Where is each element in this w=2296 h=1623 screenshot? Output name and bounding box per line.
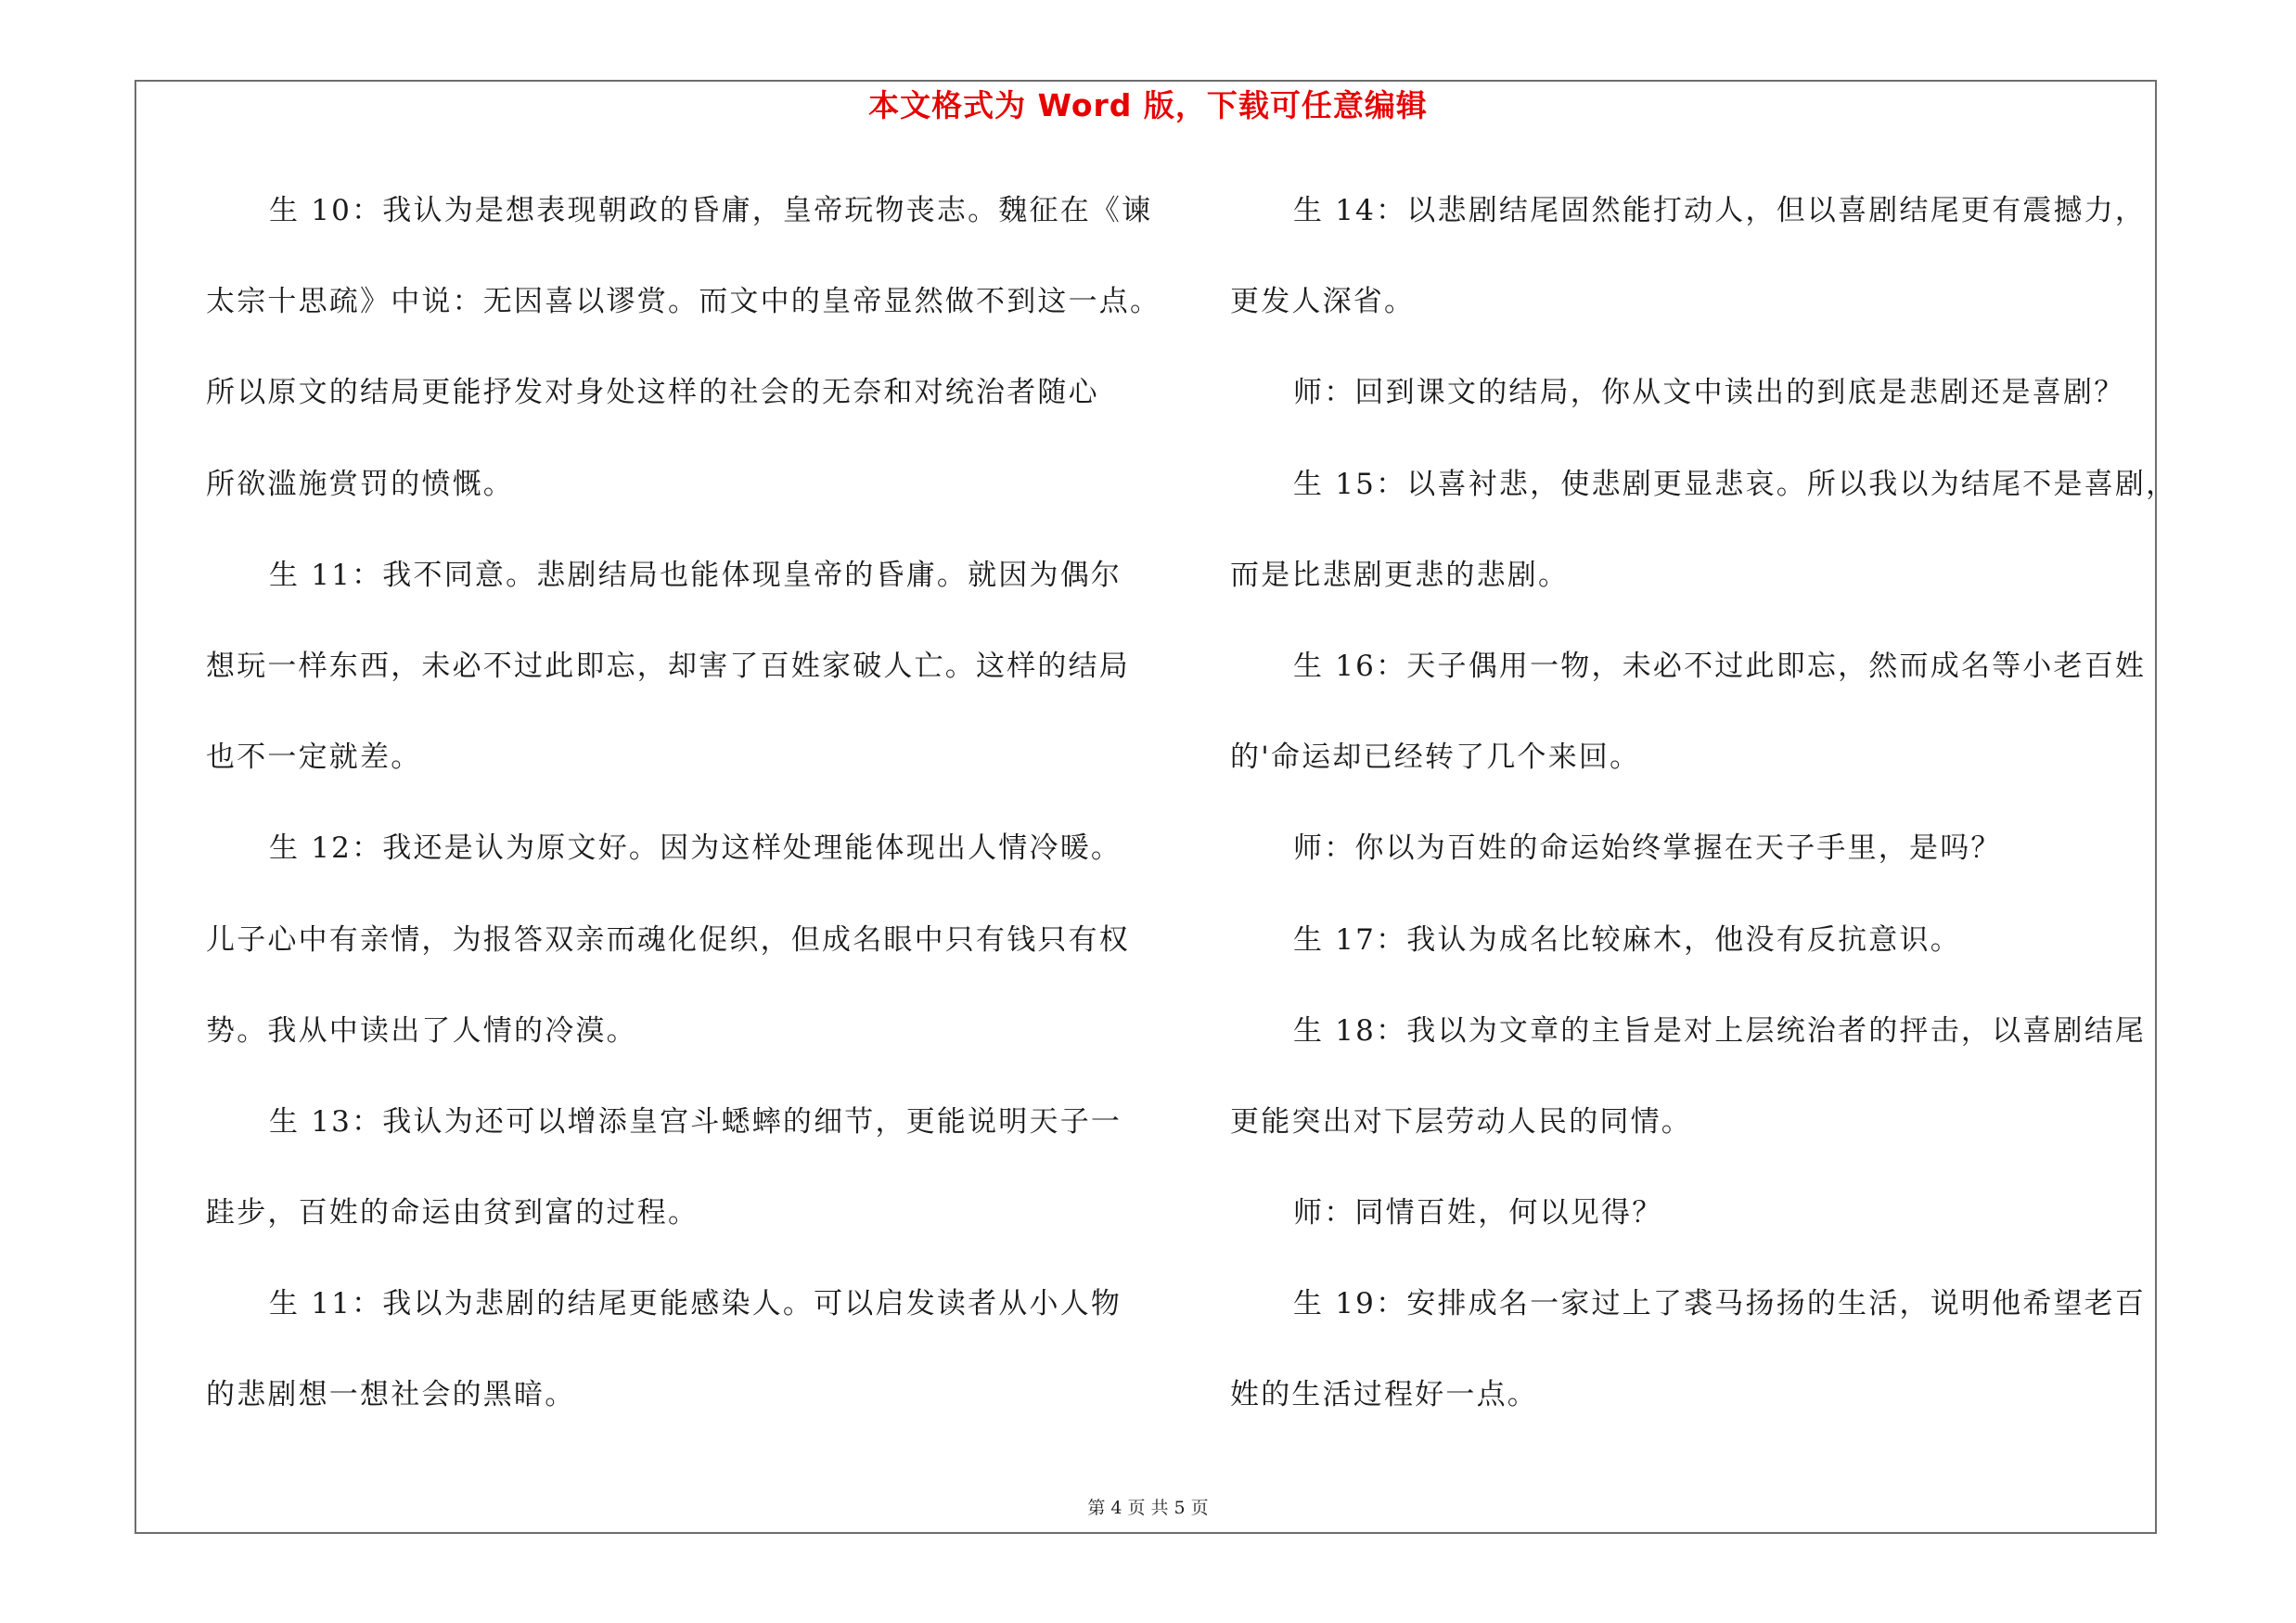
text-line: 生 11：我不同意。悲剧结局也能体现皇帝的昏庸。就因为偶尔 [269,558,1122,592]
text-line: 生 17：我认为成名比较麻木，他没有反抗意识。 [1293,922,1961,957]
text-line: 师：回到课文的结局，你从文中读出的到底是悲剧还是喜剧？ [1293,376,2125,410]
text-line: 生 11：我以为悲剧的结尾更能感染人。可以启发读者从小人物 [269,1287,1122,1321]
text-line: 生 19：安排成名一家过上了裘马扬扬的生活，说明他希望老百 [1293,1287,2147,1321]
text-line: 生 14：以悲剧结尾固然能打动人，但以喜剧结尾更有震撼力， [1293,194,2147,227]
text-line: 更发人深省。 [1230,285,1416,319]
text-line: 太宗十思疏》中说：无因喜以谬赏。而文中的皇帝显然做不到这一点。 [206,285,1161,319]
text-line: 师：同情百姓，何以见得？ [1293,1196,1663,1230]
page-number-footer: 第 4 页 共 5 页 [1087,1498,1209,1518]
text-line: 姓的生活过程好一点。 [1230,1378,1538,1412]
text-line: 生 15：以喜衬悲，使悲剧更显悲哀。所以我以为结尾不是喜剧， [1293,467,2177,501]
text-line: 生 16：天子偶用一物，未必不过此即忘，然而成名等小老百姓 [1293,649,2147,683]
text-line: 更能突出对下层劳动人民的同情。 [1230,1104,1692,1139]
text-line: 儿子心中有亲情，为报答双亲而魂化促织，但成名眼中只有钱只有权 [206,922,1130,957]
text-line: 跬步，百姓的命运由贫到富的过程。 [206,1196,699,1230]
text-line: 生 18：我以为文章的主旨是对上层统治者的抨击，以喜剧结尾 [1293,1013,2147,1048]
text-line: 生 12：我还是认为原文好。因为这样处理能体现出人情冷暖。 [269,831,1122,866]
format-notice-banner: 本文格式为 Word 版，下载可任意编辑 [868,87,1428,123]
text-line: 生 10：我认为是想表现朝政的昏庸，皇帝玩物丧志。魏征在《谏 [269,194,1153,227]
text-line: 势。我从中读出了人情的冷漠。 [206,1013,637,1048]
text-line: 生 13：我认为还可以增添皇宫斗蟋蟀的细节，更能说明天子一 [269,1104,1122,1139]
text-line: 的悲剧想一想社会的黑暗。 [206,1378,576,1412]
text-line: 的'命运却已经转了几个来回。 [1230,741,1641,775]
text-line: 师：你以为百姓的命运始终掌握在天子手里，是吗？ [1293,831,2002,866]
text-line: 所以原文的结局更能抒发对身处这样的社会的无奈和对统治者随心 [206,376,1099,410]
text-line: 也不一定就差。 [206,741,422,775]
text-line: 想玩一样东西，未必不过此即忘，却害了百姓家破人亡。这样的结局 [206,649,1130,683]
left-text-column [206,175,1161,1451]
right-text-column [1230,175,2177,1451]
text-line: 而是比悲剧更悲的悲剧。 [1230,558,1570,592]
text-line: 所欲滥施赏罚的愤慨。 [206,467,514,501]
